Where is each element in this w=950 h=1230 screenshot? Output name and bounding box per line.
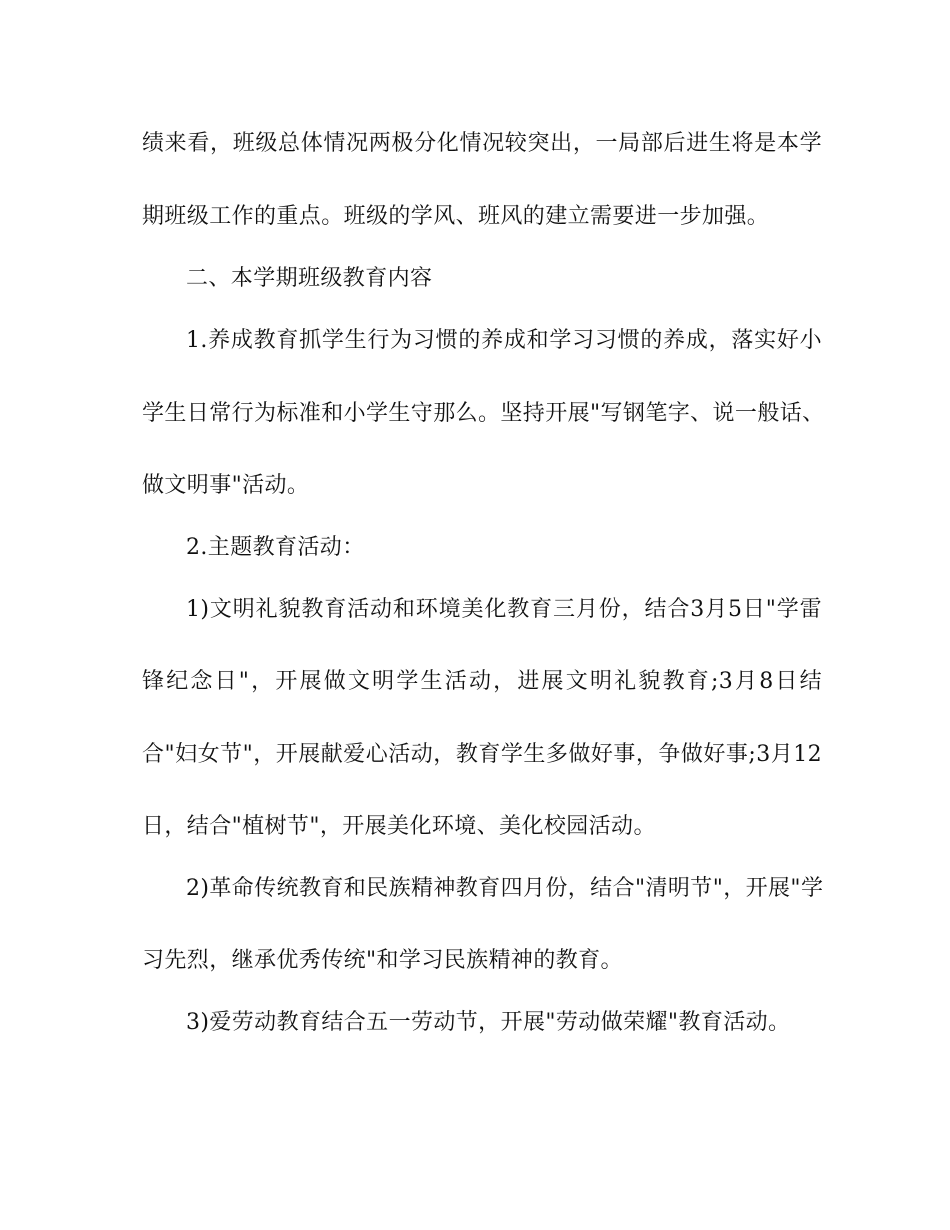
body-line-2: 期班级工作的重点。班级的学风、班风的建立需要进一步加强。: [142, 204, 770, 229]
section-heading: 二、本学期班级教育内容: [186, 266, 433, 291]
body-line-14: 3)爱劳动教育结合五一劳动节，开展"劳动做荣耀"教育活动。: [186, 1010, 791, 1035]
body-line-4: 1.养成教育抓学生行为习惯的养成和学习习惯的养成，落实好小: [186, 328, 822, 353]
body-line-5: 学生日常行为标准和小学生守那么。坚持开展"写钢笔字、说一般话、: [142, 401, 825, 426]
body-line-13: 习先烈，继承优秀传统"和学习民族精神的教育。: [142, 948, 623, 973]
body-line-12: 2)革命传统教育和民族精神教育四月份，结合"清明节"，开展"学: [186, 876, 824, 901]
subheading-theme-activities: 2.主题教育活动：: [186, 535, 365, 560]
body-line-8: 1)文明礼貌教育活动和环境美化教育三月份，结合3月5日"学雷: [186, 597, 822, 622]
body-line-11: 日，结合"植树节"，开展美化环境、美化校园活动。: [142, 814, 656, 839]
body-line-10: 合"妇女节"，开展献爱心活动，教育学生多做好事，争做好事;3月12: [142, 742, 822, 767]
body-line-1: 绩来看，班级总体情况两极分化情况较突出，一局部后进生将是本学: [142, 131, 822, 156]
body-line-6: 做文明事"活动。: [142, 473, 310, 498]
body-line-9: 锋纪念日"，开展做文明学生活动，进展文明礼貌教育;3月8日结: [142, 669, 822, 694]
